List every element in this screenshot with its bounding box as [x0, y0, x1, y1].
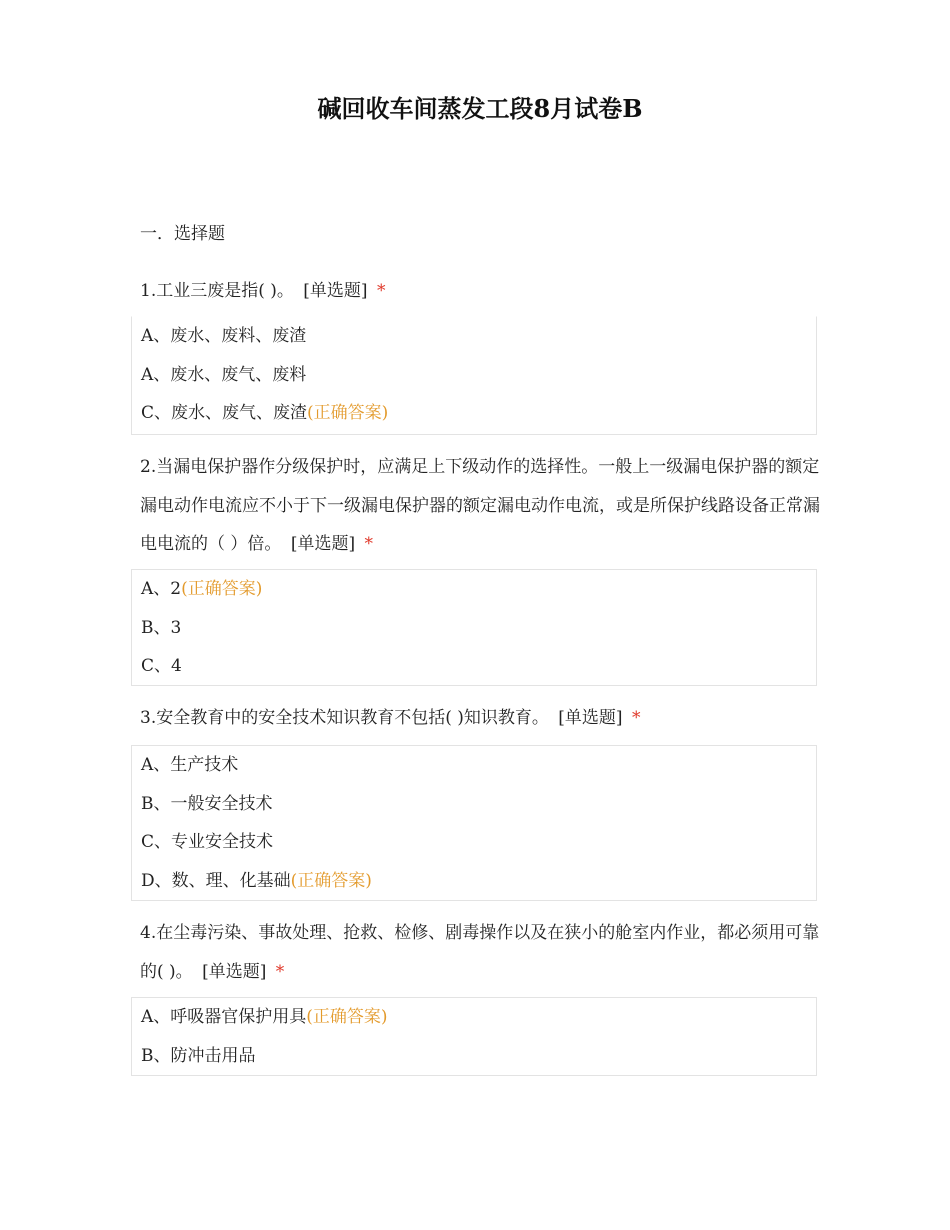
option-label: A、废水、废气、废料	[141, 364, 307, 385]
options-box-3	[131, 745, 817, 901]
options-box-4	[131, 997, 817, 1076]
question-text: 4.在尘毒污染、事故处理、抢救、检修、剧毒操作以及在狭小的舱室内作业，都必须用可靠的( )。	[140, 923, 820, 982]
option-label: A、2	[141, 579, 182, 599]
option-label: D、数、理、化基础	[141, 870, 291, 891]
page-title: 碱回收车间蒸发工段8月试卷B	[317, 94, 643, 123]
required-mark: *	[275, 961, 285, 982]
question-2	[140, 448, 820, 564]
option-label: C、4	[141, 656, 182, 676]
option-3c[interactable]	[141, 823, 816, 862]
options-box-1	[131, 316, 817, 435]
correct-answer-mark: (正确答案)	[307, 403, 389, 423]
question-type: [单选题]	[558, 708, 623, 728]
question-type: [单选题]	[202, 961, 267, 982]
correct-answer-mark: (正确答案)	[306, 1007, 388, 1027]
option-3d[interactable]	[141, 862, 816, 901]
option-3a[interactable]	[141, 746, 816, 785]
option-1c[interactable]	[141, 394, 816, 433]
question-1	[140, 272, 820, 311]
correct-answer-mark: (正确答案)	[181, 579, 263, 599]
question-type: [单选题]	[290, 534, 356, 554]
required-mark: *	[631, 708, 641, 728]
question-text: 3.安全教育中的安全技术知识教育不包括( )知识教育。	[140, 708, 549, 728]
question-text: 2.当漏电保护器作分级保护时，应满足上下级动作的选择性。一般上一级漏电保护器的额定漏电动作电流应不小于下一级漏电保护器的额定漏电动作电流，或是所保护线路设备正常漏电电流的（ ）倍。	[140, 457, 820, 554]
option-label: B、一般安全技术	[141, 793, 273, 814]
option-label: B、防冲击用品	[141, 1045, 256, 1066]
option-4a[interactable]	[141, 998, 816, 1037]
required-mark: *	[376, 281, 386, 301]
question-text: 1.工业三废是指( )。	[140, 281, 294, 301]
question-4	[140, 914, 820, 991]
option-2c[interactable]	[141, 647, 816, 686]
question-3	[140, 699, 820, 738]
question-type: [单选题]	[303, 281, 368, 301]
option-1b[interactable]	[141, 356, 816, 395]
option-label: C、专业安全技术	[141, 832, 274, 852]
option-label: A、废水、废料、废渣	[141, 326, 307, 346]
option-2a[interactable]	[141, 570, 816, 609]
option-1a[interactable]	[141, 317, 816, 356]
option-label: A、呼吸器官保护用具	[141, 1007, 307, 1027]
option-3b[interactable]	[141, 785, 816, 824]
option-2b[interactable]	[141, 609, 816, 648]
option-label: C、废水、废气、废渣	[141, 403, 308, 423]
correct-answer-mark: (正确答案)	[290, 870, 372, 891]
option-4b[interactable]	[141, 1037, 816, 1076]
options-box-2	[131, 569, 817, 686]
required-mark: *	[364, 534, 373, 554]
option-label: A、生产技术	[141, 755, 239, 775]
option-label: B、3	[141, 617, 182, 638]
section-heading: 一．选择题	[140, 224, 225, 244]
